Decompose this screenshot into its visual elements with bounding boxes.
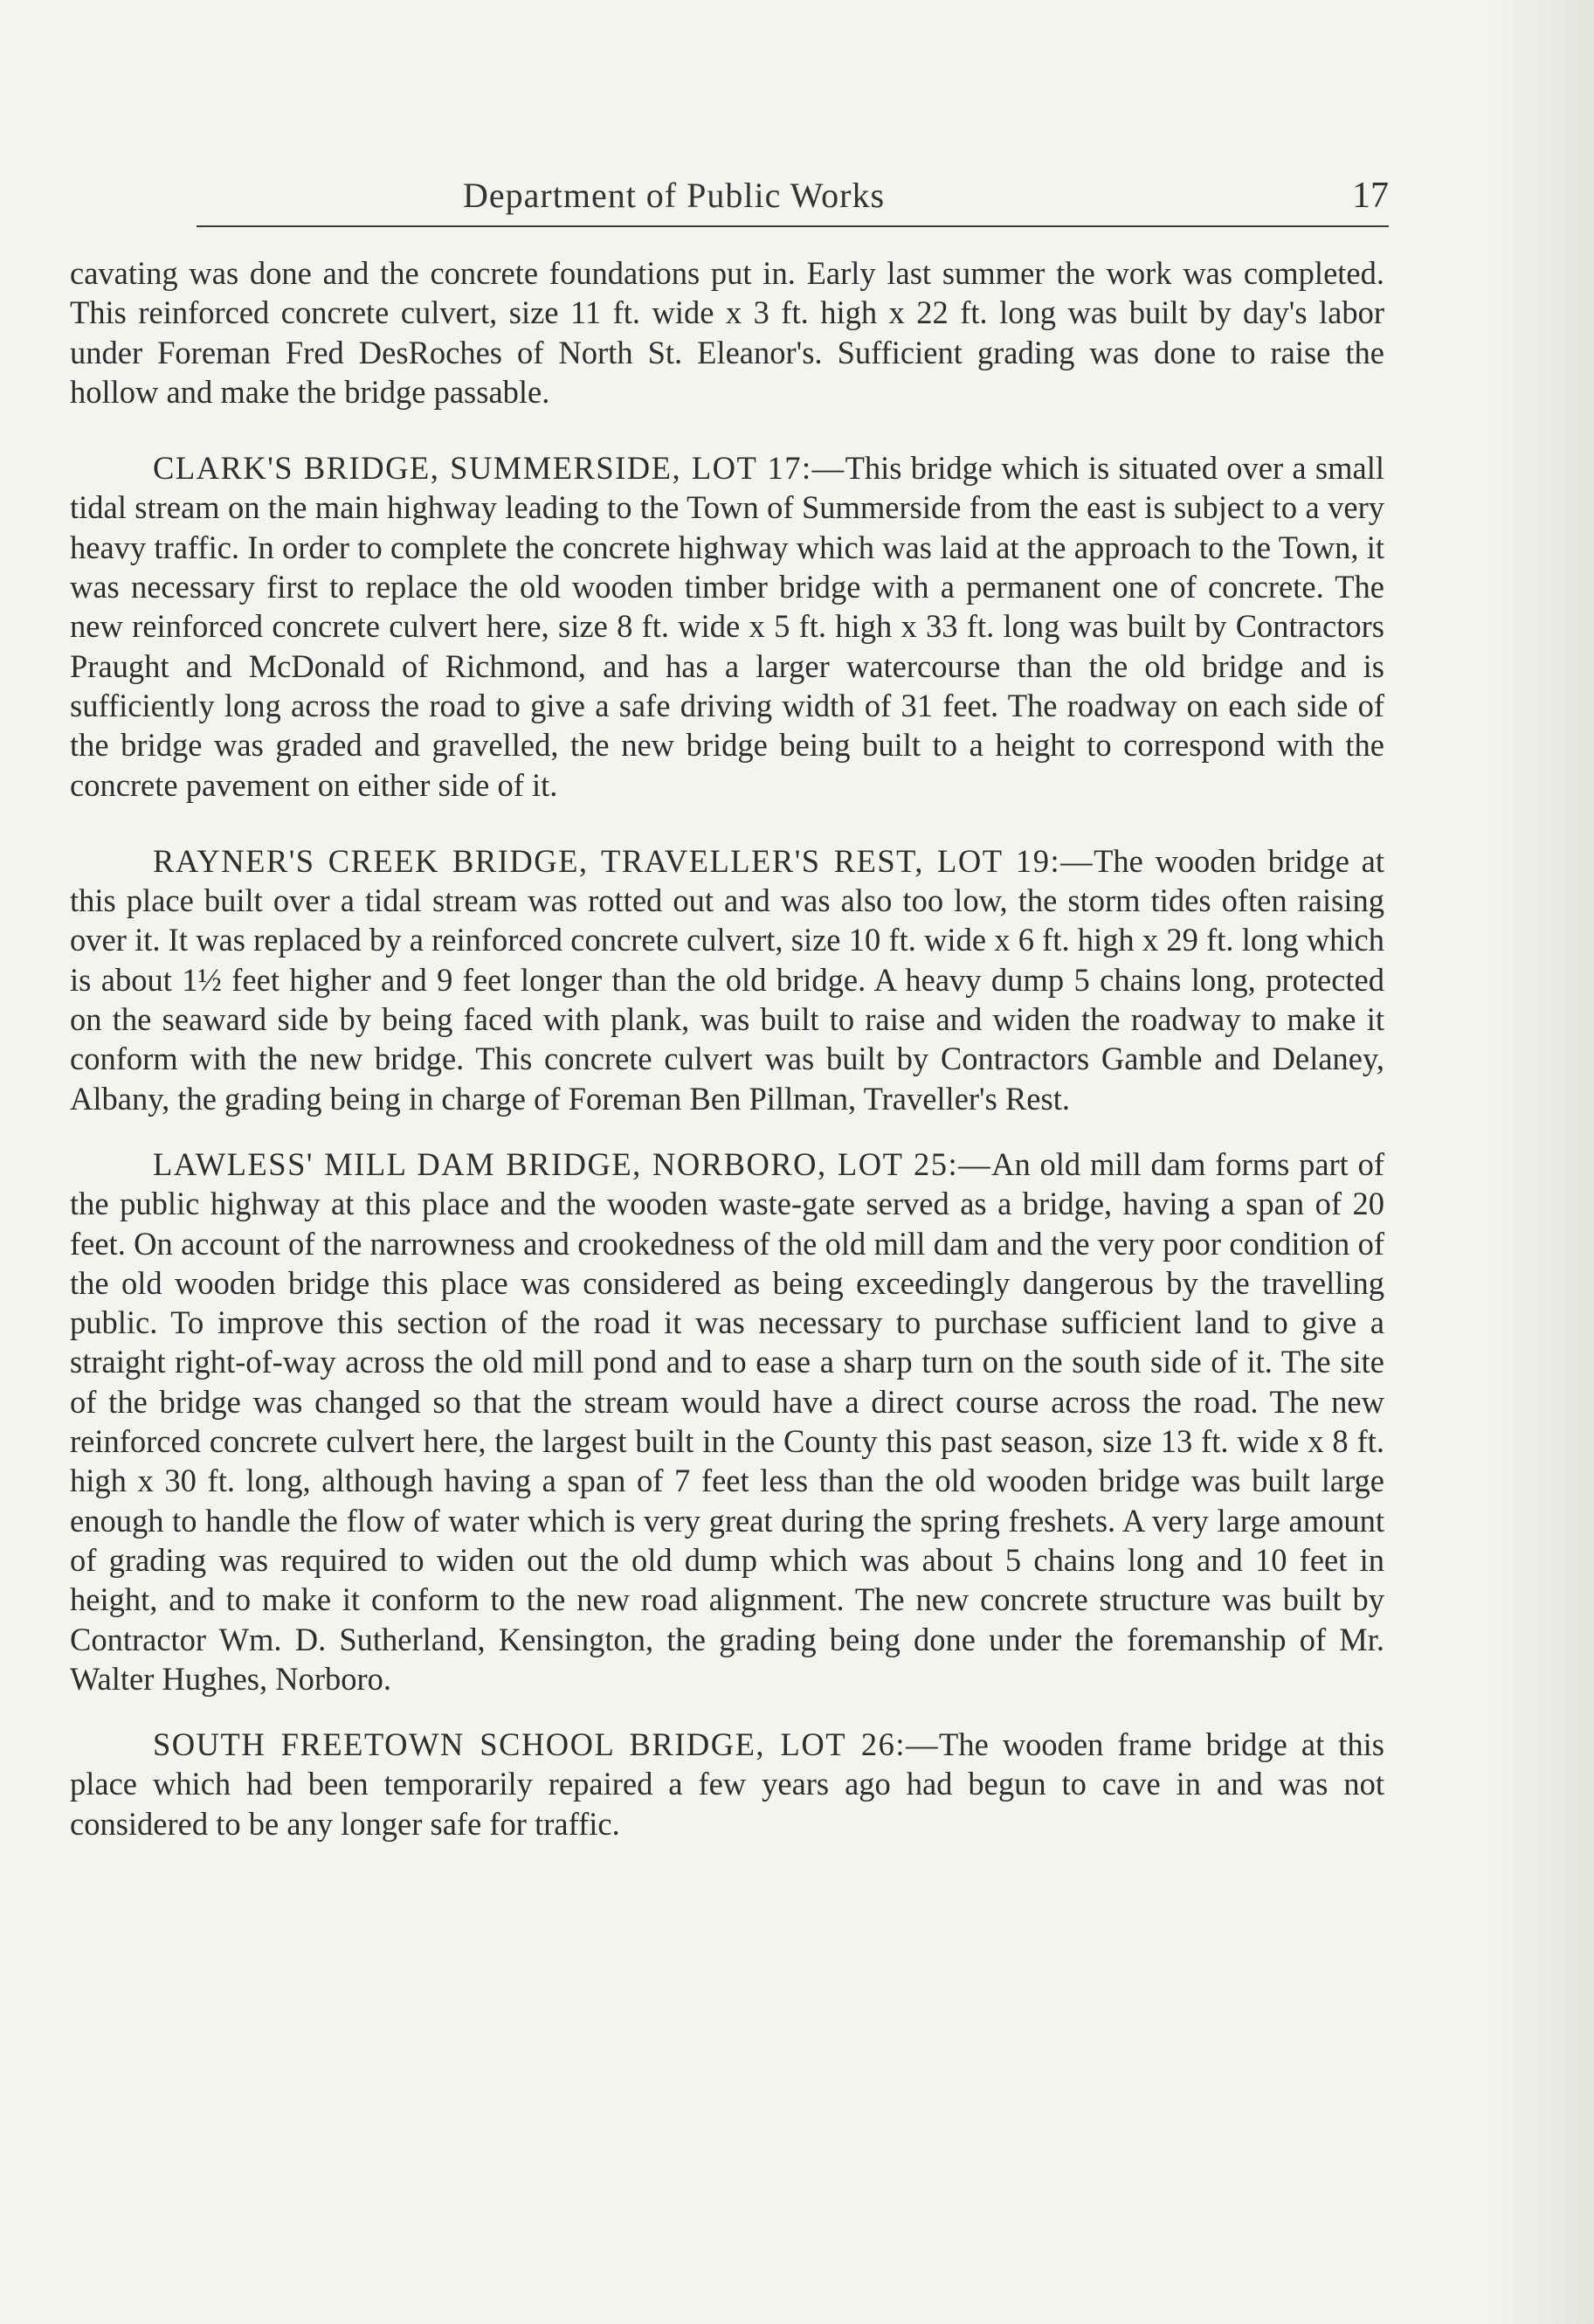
page-edge-shading [1489, 0, 1594, 2324]
body-text [70, 253, 1384, 1843]
paragraph-continued [70, 253, 1384, 412]
running-header [197, 175, 1389, 227]
page-number: 17 [1352, 176, 1389, 216]
paragraph-text: The wooden bridge at this place built over a tidal stream was rotted out and was also too low, the storm tides often raising over it. It was replaced by a reinforced concrete culvert, size 10 ft. wide x 6 ft. high x 29 ft. long which is about 1½ feet higher and 9 feet longer than the old bridge. A heavy dump 5 chains long, protected on the seaward side by being faced with plank, was built to raise and widen the roadway to make it conform with the new bridge. This concrete culvert was built by Contractors Gamble and Delaney, Albany, the grading being in charge of Foreman Ben Pillman, Traveller's Rest. [70, 842, 1384, 1117]
paragraph-rayners-creek-bridge [70, 841, 1384, 1118]
paragraph-text: This bridge which is situated over a small tidal stream on the main highway leading to the Town of Summerside from the east is subject to a very heavy traffic. In order to complete the concrete highway which was laid at the approach to the Town, it was necessary first to replace the old wooden timber bridge with a permanent one of concrete. The new reinforced concrete culvert here, size 8 ft. wide x 5 ft. high x 33 ft. long was built by Contractors Praught and McDonald of Richmond, and has a larger watercourse than the old bridge and is sufficiently long across the road to give a safe driving width of 31 feet. The roadway on each side of the bridge was graded and gravelled, the new bridge being built to a height to correspond with the concrete pavement on either side of it. [70, 450, 1384, 803]
paragraph-text: cavating was done and the concrete foundations put in. Early last summer the work was completed. This reinforced concrete culvert, size 11 ft. wide x 3 ft. high x 22 ft. long was built by day's labor under Foreman Fred DesRoches of North St. Eleanor's. Sufficient grading was done to raise the hollow and make the bridge passable. [70, 255, 1384, 410]
paragraph-text: An old mill dam forms part of the public highway at this place and the wooden waste-gate served as a bridge, having a span of 20 feet. On account of the narrowness and crookedness of the old mill dam and the very poor condition of the old wooden bridge this place was considered as being exceedingly dangerous by the travelling public. To improve this section of the road it was necessary to purchase sufficient land to give a straight right-of-way across the old mill pond and to ease a sharp turn on the south side of it. The site of the bridge was changed so that the stream would have a direct course across the road. The new reinforced concrete culvert here, the largest built in the County this past season, size 13 ft. wide x 8 ft. high x 30 ft. long, although having a span of 7 feet less than the old wooden bridge was built large enough to handle the flow of water which is very great during the spring freshets. A very large amount of grading was required to widen out the old dump which was about 5 chains long and 10 feet in height, and to make it conform to the new road alignment. The new concrete structure was built by Contractor Wm. D. Sutherland, Kensington, the grading being done under the foremanship of Mr. Walter Hughes, Norboro. [70, 1145, 1384, 1697]
paragraph-heading: CLARK'S BRIDGE, SUMMERSIDE, LOT 17:— [153, 450, 845, 487]
paragraph-text: The wooden frame bridge at this place which had been temporarily repaired a few years ago had begun to cave in and was not considered to be any longer safe for traffic. [70, 1726, 1384, 1842]
paragraph-clarks-bridge [70, 448, 1384, 805]
paragraph-heading: LAWLESS' MILL DAM BRIDGE, NORBORO, LOT 25:— [153, 1145, 992, 1182]
paragraph-heading: SOUTH FREETOWN SCHOOL BRIDGE, LOT 26:— [153, 1726, 940, 1763]
paragraph-lawless-mill-dam-bridge [70, 1145, 1384, 1698]
paragraph-south-freetown-school-bridge [70, 1725, 1384, 1843]
paragraph-heading: RAYNER'S CREEK BRIDGE, TRAVELLER'S REST, LOT 19:— [153, 842, 1094, 879]
header-title: Department of Public Works [463, 176, 886, 215]
